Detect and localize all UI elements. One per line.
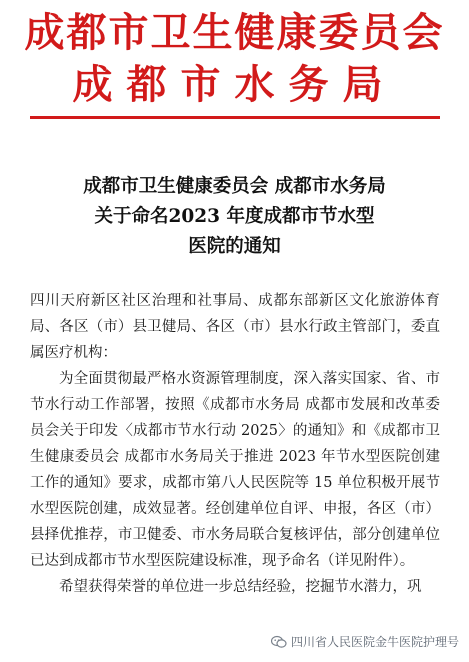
letterhead-line-health-commission: 成都市卫生健康委员会	[24, 10, 445, 56]
wechat-icon	[271, 635, 287, 649]
body-paragraph-2: 希望获得荣誉的单位进一步总结经验，挖掘节水潜力，巩	[59, 579, 422, 595]
document-title	[0, 172, 469, 262]
body-paragraph-1: 为全面贯彻最严格水资源管理制度，深入落实国家、省、市节水行动工作部署，按照《成都市水务局 成都市发展和改革委员会关于印发〈成都市节水行动 2025〉的通知》和《成都市卫生健康委员会 成都市水务局关于推进 2023 年节水型医院创建工作的通知》要求，成都市第八人民医院等 15 单位积极开展节水型医院创建，成效显著。经创建单位自评、申报，各区（市）县择优推荐，市卫健委、市水务局联合复核评估，部分创建单位已达到成都市节水型医院建设标准，现予命名（详见附件）。	[30, 371, 440, 569]
letterhead-line-water-bureau: 成都市水务局	[72, 62, 397, 108]
watermark-text: 四川省人民医院金牛医院护理号	[290, 635, 459, 649]
title-line-1: 成都市卫生健康委员会 成都市水务局	[83, 176, 386, 197]
title-line-3: 医院的通知	[188, 236, 281, 257]
account-watermark	[267, 631, 463, 652]
document-body	[30, 288, 440, 600]
addressee-paragraph: 四川天府新区社区治理和社事局、成都东部新区文化旅游体育局、各区（市）县卫健局、各区（市）县水行政主管部门，委直属医疗机构：	[30, 293, 440, 361]
letterhead-divider	[30, 116, 440, 119]
title-line-2: 关于命名2023 年度成都市节水型	[94, 206, 375, 227]
